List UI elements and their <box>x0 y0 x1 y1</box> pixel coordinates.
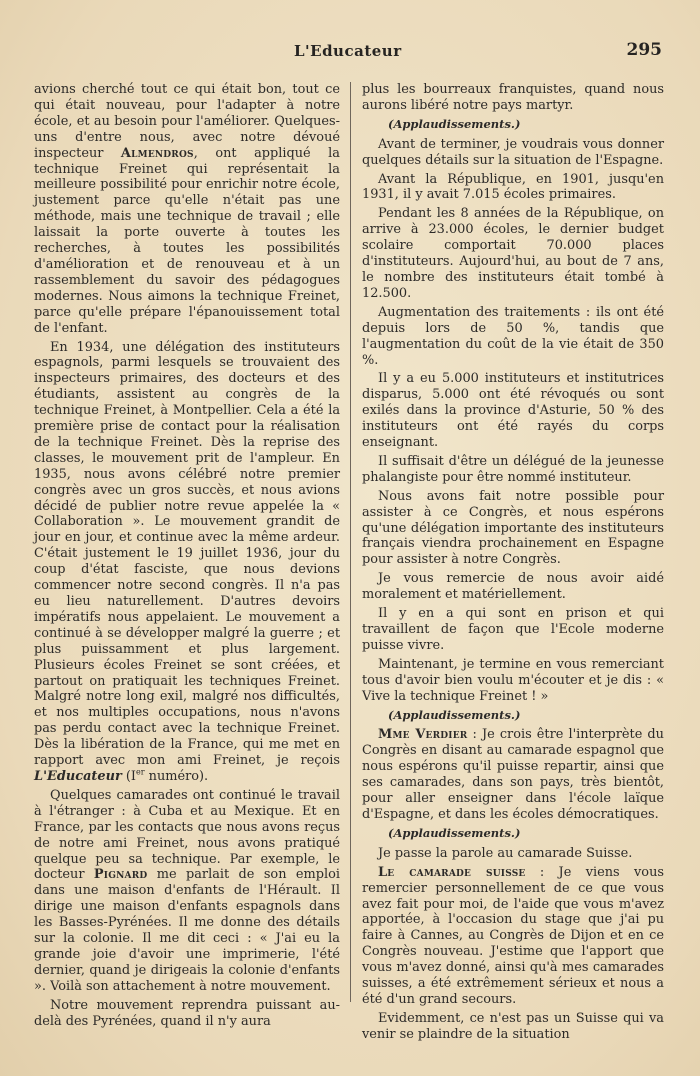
paragraph: avions cherché tout ce qui était bon, tout ce qui était nouveau, pour l'adapter à notre école, et au besoin pour l'améliorer. Quelques-uns d'entre nous, avec notre dévoué inspecteur Almendros, ont appliqué la technique Freinet qui représentait la meilleure possibilité pour enrichir notre école, justement parce qu'elle n'était pas une méthode, mais une technique de travail ; elle laissait la porte ouverte à toutes les recherches, à toutes les possibilités d'amélioration et de renouveau et à un rassemblement du savoir des pédagogues modernes. Nous aimons la technique Freinet, parce qu'elle prépare l'épanouissement total de l'enfant. <box>34 82 340 336</box>
left-column <box>34 82 340 1032</box>
page-header <box>0 40 700 64</box>
person-name: Almendros <box>120 145 194 161</box>
person-name: Pignard <box>93 867 148 883</box>
paragraph: plus les bourreaux franquistes, quand nous aurons libéré notre pays martyr. <box>362 82 664 113</box>
paragraph: Pendant les 8 années de la République, on arrive à 23.000 écoles, le dernier budget scolaire comportait 70.000 places d'instituteurs. Aujourd'hui, au bout de 7 ans, le nombre des instituteurs était tombé à 12.500. <box>362 206 664 301</box>
paragraph: Je vous remercie de nous avoir aidé moralement et matériellement. <box>362 571 664 603</box>
paragraph: Il y a eu 5.000 instituteurs et institutrices disparus, 5.000 ont été révoqués ou sont exilés dans la province d'Asturie, 50 % des instituteurs ont été rayés du corps enseignant. <box>362 371 664 451</box>
right-column <box>362 82 664 1046</box>
column-divider <box>350 82 351 1002</box>
page-number: 295 <box>626 40 662 60</box>
journal-title: L'Educateur <box>294 42 402 60</box>
paragraph: Maintenant, je termine en vous remerciant tous d'avoir bien voulu m'écouter et je dis : « Vive la technique Freinet ! » <box>362 656 664 704</box>
journal-reference: L'Educateur <box>34 768 122 784</box>
paragraph: Il suffisait d'être un délégué de la jeunesse phalangiste pour être nommé instituteur. <box>362 453 664 485</box>
applause-note: (Applaudissements.) <box>388 825 521 840</box>
paragraph: En 1934, une délégation des instituteurs espagnols, parmi lesquels se trouvaient des inspecteurs primaires, des docteurs et des étudiants, assistent au congrès de la technique Freinet, à Montpellier. Cela a été la première prise de contact pour la réalisation de la technique Freinet. Dès la reprise des classes, le mouvement prit de l'ampleur. En 1935, nous avons célébré notre premier congrès avec un gros succès, et nous avions décidé de publier notre revue appelée la « Collaboration ». Le mouvement grandit de jour en jour, et continue avec la même ardeur. C'était justement le 19 juillet 1936, jour du coup d'état fasciste, que nous devions commencer notre second congrès. Il n'a pas eu lieu naturellement. D'autres devoirs impératifs nous appelaient. Le mouvement a continué à se développer malgré la guerre ; et plus puissamment et plus largement. Plusieurs écoles Freinet se sont créées, et partout on pratiquait les techniques Freinet. Malgré notre long exil, malgré nos difficultés, et nos multiples occupations, nous n'avons pas perdu contact avec la technique Freinet. Dès la libération de la France, qui me met en rapport avec mon ami Freinet, je reçois L'Educateur (Ier numéro). <box>34 339 340 784</box>
paragraph: Avant la République, en 1901, jusqu'en 1931, il y avait 7.015 écoles primaires. <box>362 171 664 203</box>
paragraph: Le camarade suisse : Je viens vous remercier personnellement de ce que vous avez fait pour moi, de l'aide que vous m'avez apportée, à l'occasion du stage que j'ai pu faire à Cannes, au Congrès de Dijon et en ce Congrès nouveau. J'estime que l'apport que vous m'avez donné, ainsi qu'à mes camarades suisses, a été extrêmement sérieux et nous a été d'un grand secours. <box>362 864 664 1007</box>
applause-note: (Applaudissements.) <box>388 116 521 131</box>
paragraph: Il y en a qui sont en prison et qui travaillent de façon que l'Ecole moderne puisse vivre. <box>362 606 664 653</box>
paragraph: Notre mouvement reprendra puissant au-delà des Pyrénées, quand il n'y aura <box>34 997 340 1029</box>
speaker-name: Le camarade suisse <box>378 864 526 880</box>
paragraph: Mme Verdier : Je crois être l'interprète du Congrès en disant au camarade espagnol que nous espérons qu'il puisse repartir, ainsi que ses camarades, dans son pays, très bientôt, pour aller enseigner dans l'école laïque d'Espagne, et dans les écoles démocratiques. <box>362 727 664 822</box>
applause-note: (Applaudissements.) <box>388 707 521 722</box>
paragraph: Avant de terminer, je voudrais vous donner quelques détails sur la situation de l'Espagne. <box>362 136 664 168</box>
paragraph: Nous avons fait notre possible pour assister à ce Congrès, et nous espérons qu'une délégation importante des instituteurs français viendra prochainement en Espagne pour assister à notre Congrès. <box>362 488 664 568</box>
paragraph: Augmentation des traitements : ils ont été depuis lors de 50 %, tandis que l'augmentation du coût de la vie était de 350 %. <box>362 304 664 368</box>
paragraph: Quelques camarades ont continué le travail à l'étranger : à Cuba et au Mexique. Et en France, par les contacts que nous avons reçus de notre ami Freinet, nous avons pratiqué quelque peu sa technique. Par exemple, le docteur Pignard me parlait de son emploi dans une maison d'enfants de l'Hérault. Il dirige une maison d'enfants espagnols dans les Basses-Pyrénées. Il me donne des détails sur la colonie. Il me dit ceci : « J'ai eu la grande joie d'avoir une imprimerie, l'été dernier, quand je dirigeais la colonie d'enfants ». Voilà son attachement à notre mouvement. <box>34 787 340 994</box>
paragraph: Je passe la parole au camarade Suisse. <box>378 845 633 861</box>
speaker-name: Mme Verdier <box>378 727 468 743</box>
paragraph: Evidemment, ce n'est pas un Suisse qui va venir se plaindre de la situation <box>362 1010 664 1042</box>
